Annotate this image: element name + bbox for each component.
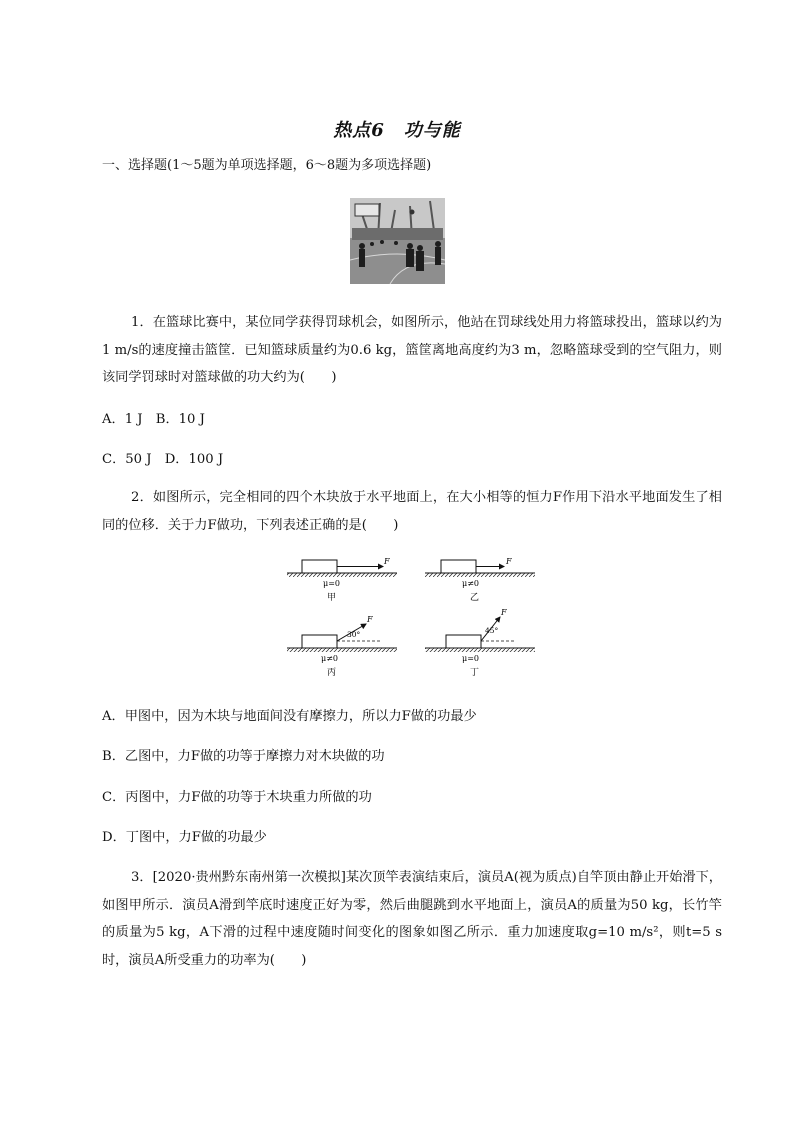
panel-jia <box>287 557 397 603</box>
question-1-options-ab: A．1 J B．10 J <box>102 412 205 427</box>
panel-ding-angle: 45° <box>485 626 499 635</box>
force-diagram <box>285 553 540 683</box>
question-2-text: 2．如图所示，完全相同的四个木块放于水平地面上，在大小相等的恒力F作用下沿水平地面发生了相同的位移．关于力F做功，下列表述正确的是( ) <box>102 490 722 533</box>
section-heading: 一、选择题(1～5题为单项选择题，6～8题为多项选择题) <box>102 158 432 173</box>
panel-jia-mu: μ=0 <box>323 579 340 588</box>
basketball-photo <box>350 198 445 284</box>
force-label: F <box>501 608 507 617</box>
question-1-text: 1．在篮球比赛中，某位同学获得罚球机会，如图所示，他站在罚球线处用力将篮球投出，篮球以约为1 m/s的速度撞击篮筐．已知篮球质量约为0.6 kg，篮筐离地高度约为3 m，忽略篮球受到的空气阻力，则该同学罚球时对篮球做的功大约为( ) <box>102 315 722 385</box>
panel-ding <box>425 608 535 678</box>
question-2-option-d: D．丁图中，力F做的功最少 <box>102 830 267 845</box>
force-label: F <box>506 557 512 566</box>
panel-yi-caption: 乙 <box>470 593 480 603</box>
panel-bing-caption: 丙 <box>327 668 337 678</box>
panel-ding-mu: μ=0 <box>462 654 479 663</box>
panel-jia-caption: 甲 <box>327 593 337 603</box>
panel-ding-caption: 丁 <box>470 668 480 678</box>
question-3-text: 3．[2020·贵州黔东南州第一次模拟]某次顶竿表演结束后，演员A(视为质点)自竿顶由静止开始滑下，如图甲所示．演员A滑到竿底时速度正好为零，然后曲腿跳到水平地面上，演员A的质量为50 kg，长竹竿的质量为5 kg，A下滑的过程中速度随时间变化的图象如图乙所示．重力加速度取g=10 m/s²，则t=5 s时，演员A所受重力的功率为( ) <box>102 870 722 968</box>
panel-yi <box>425 557 535 603</box>
panel-bing <box>287 615 397 678</box>
question-1-options-cd: C．50 J D．100 J <box>102 452 224 467</box>
question-2-option-b: B．乙图中，力F做的功等于摩擦力对木块做的功 <box>102 749 385 764</box>
page-title: 热点6 功与能 <box>333 120 461 141</box>
panel-bing-angle: 30° <box>347 630 361 639</box>
force-label: F <box>367 615 373 624</box>
force-label: F <box>384 557 390 566</box>
question-2-option-c: C．丙图中，力F做的功等于木块重力所做的功 <box>102 790 372 805</box>
question-2-option-a: A．甲图中，因为木块与地面间没有摩擦力，所以力F做的功最少 <box>102 709 477 724</box>
panel-bing-mu: μ≠0 <box>321 654 338 663</box>
panel-yi-mu: μ≠0 <box>462 579 479 588</box>
